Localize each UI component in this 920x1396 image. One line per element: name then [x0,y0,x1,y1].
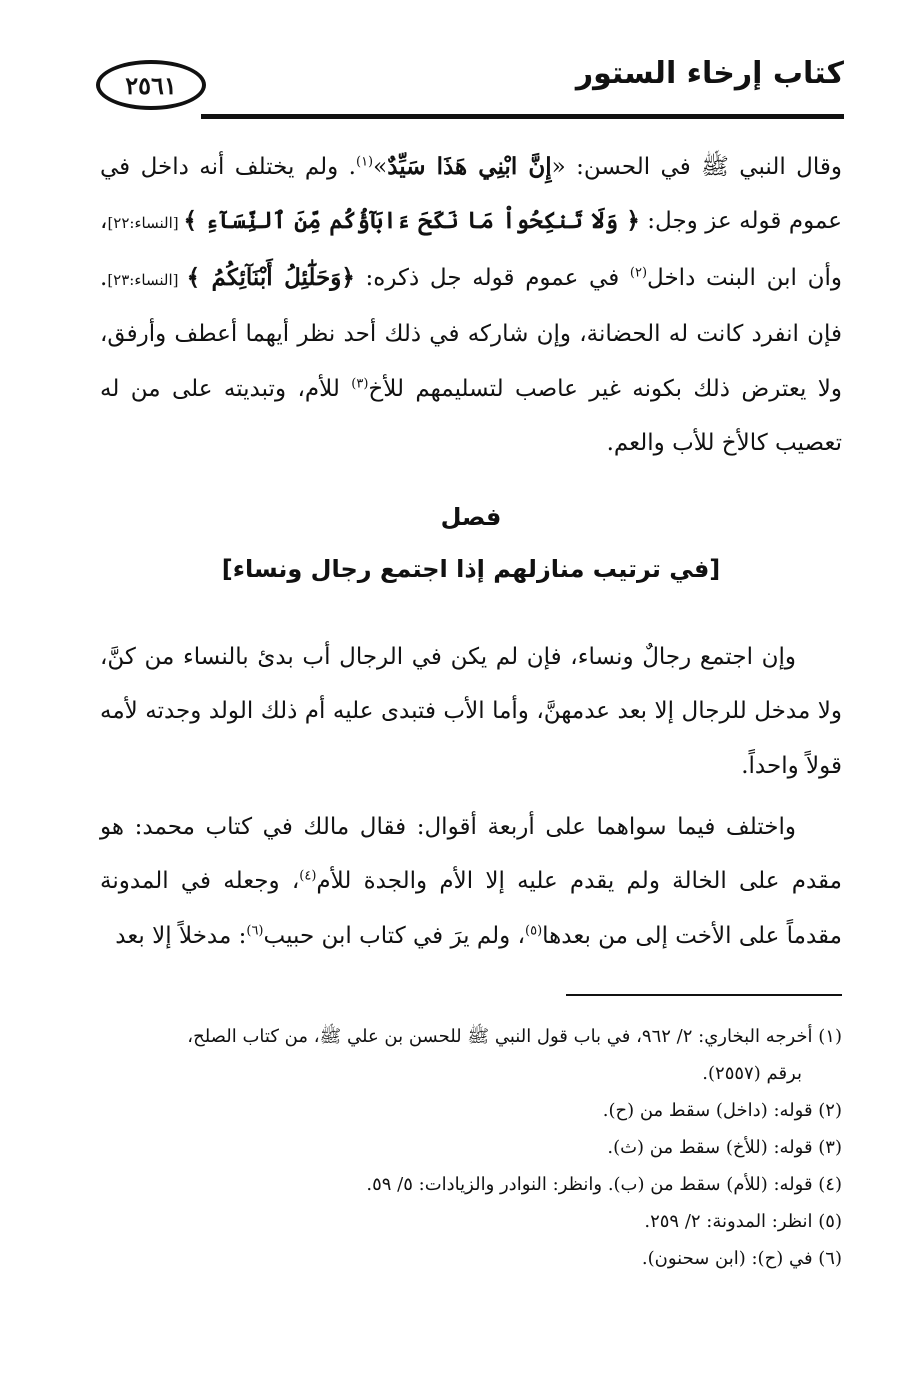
footnote-5: (٥) انظر: المدونة: ٢/ ٢٥٩. [644,1211,842,1232]
verse-citation-1: [النساء:٢٢] [107,214,184,233]
footnote-ref-2[interactable]: (٢) [629,265,648,281]
footnote-ref-5[interactable]: (٥) [525,923,543,939]
footnote-3: (٣) قوله: (للأخ) سقط من (ث). [607,1137,842,1158]
footnotes [100,1018,842,1277]
page-header [96,52,844,122]
paragraph-2 [100,630,842,793]
paragraph-1 [100,140,842,470]
footnote-ref-6[interactable]: (٦) [246,923,264,939]
paragraph-2-text [100,630,842,793]
footnote-2: (٢) قوله: (داخل) سقط من (ح). [602,1100,842,1121]
page-number-oval [96,60,206,110]
p3-segment-2: ، وجعله في المدونة مقدماً على الأخت إلى من بعدها [100,868,842,949]
footnote-separator [566,994,842,996]
p1-segment-4: ، وأن ابن البنت داخل [100,208,842,291]
p1-segment-3: . ولم يختلف أنه داخل في عموم قوله عز وجل: [100,154,842,235]
quran-verse-1: ﴿ وَلَا تَنكِحُواْ مَا نَكَحَ ءَابَآؤُكُم مِّنَ ٱلنِّسَآءِ ﴾ [183,207,640,235]
footnote-ref-4[interactable]: (٤) [299,868,317,884]
footnote-1: (١) أخرجه البخاري: ٢/ ٩٦٢، في باب قول النبي ﷺ للحسن بن علي ﷺ، من كتاب الصلح، [187,1026,842,1047]
verse-citation-2: [النساء:٢٣] [107,270,187,289]
p1-segment-6: . فإن انفرد كانت له الحضانة، وإن شاركه في ذلك أحد نظر أيهما أعطف وأرفق، ولا يعترض ذلك بكونه غير عاصب لتسليمهم للأخ [100,264,842,402]
header-rule [201,114,844,119]
section-subtitle: [في ترتيب منازلهم إذا اجتمع رجال ونساء] [221,555,721,583]
paragraph-3-text [100,800,842,963]
section-title: فصل [440,503,502,531]
footnote-ref-3[interactable]: (٣) [351,375,369,391]
page-number: ٢٥٦١ [125,70,177,100]
quran-verse-2: ﴿وَحَلَٰٓئِلُ أَبْنَآئِكُمُ ﴾ [186,263,355,291]
paragraph-1-text [100,140,842,470]
paragraph-3 [100,800,842,963]
p2-text: وإن اجتمع رجالٌ ونساء، فإن لم يكن في الرجال أب بدئ بالنساء من كنَّ، ولا مدخل للرجال إلا بعد عدمهنَّ، وأما الأب فتبدى عليه أم ذلك الولد وجدته لأمه قولاً واحداً. [100,644,842,779]
footnote-ref-1[interactable]: (١) [355,154,374,170]
p1-segment-7: للأم، وتبديته على من له تعصيب كالأخ للأب والعم. [100,375,842,457]
hadith-quote: إِنَّ ابْنِي هَذَا سَيِّدٌ [387,153,552,180]
p1-segment-5: في عموم قوله جل ذكره: [354,264,630,291]
footnote-1-continued: برقم (٢٥٥٧). [702,1063,802,1084]
p1-segment-1: وقال النبي ﷺ في الحسن: « [551,154,842,180]
book-title: كتاب إرخاء الستور [575,56,844,91]
footnote-6: (٦) في (ح): (ابن سحنون). [641,1248,842,1269]
footnote-4: (٤) قوله: (للأم) سقط من (ب). وانظر: النوادر والزيادات: ٥/ ٥٩. [366,1174,842,1195]
p3-segment-1: واختلف فيما سواهما على أربعة أقوال: فقال مالك في كتاب محمد: هو مقدم على الخالة ولم يقدم عليه إلا الأم والجدة للأم [100,814,843,895]
p3-segment-4: : مدخلاً إلا بعد [115,922,247,949]
p1-segment-2: » [373,154,388,180]
p3-segment-3: ، ولم يرَ في كتاب ابن حبيب [263,922,526,949]
